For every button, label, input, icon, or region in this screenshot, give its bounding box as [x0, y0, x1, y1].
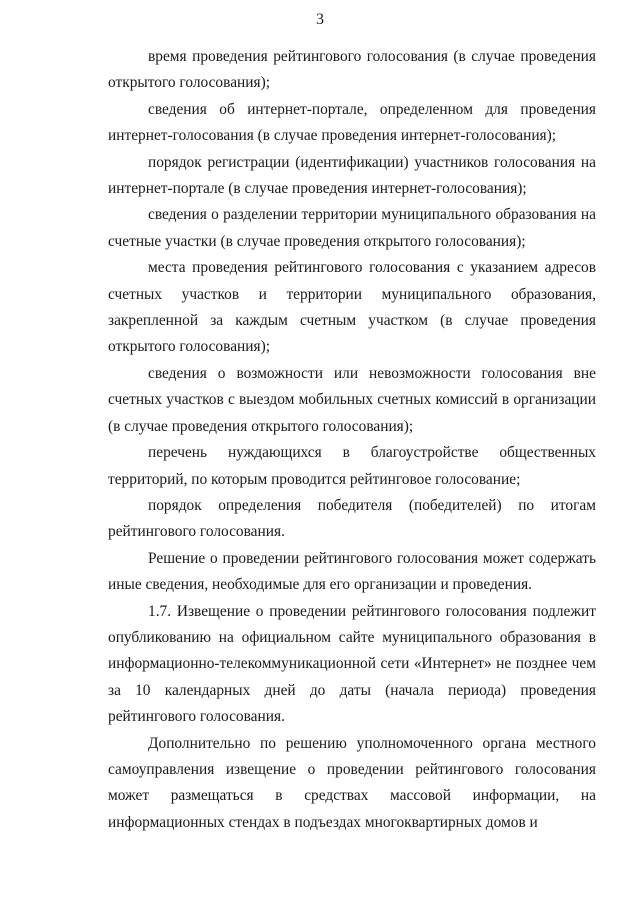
paragraph-winner-procedure: порядок определения победителя (победителей) по итогам рейтингового голосования.	[108, 496, 596, 541]
paragraph-section-1-7: 1.7. Извещение о проведении рейтингового голосования подлежит опубликованию на официальном сайте муниципального образования в информационно-телекоммуникационной сети «Интернет» не позднее чем за 10 календарных дней до даты (начала периода) проведения рейтингового голосования.	[108, 602, 596, 726]
document-body	[108, 44, 596, 836]
paragraph-territory-division: сведения о разделении территории муниципального образования на счетные участки (в случае проведения открытого голосования);	[108, 206, 596, 250]
paragraph-territories-list: перечень нуждающихся в благоустройстве общественных территорий, по которым проводится рейтинговое голосование;	[108, 444, 596, 488]
paragraph-voting-time: время проведения рейтингового голосования (в случае проведения открытого голосования);	[108, 48, 596, 92]
paragraph-registration-procedure: порядок регистрации (идентификации) участников голосования на интернет-портале (в случае проведения интернет-голосования);	[108, 153, 596, 198]
paragraph-decision-content: Решение о проведении рейтингового голосования может содержать иные сведения, необходимые для его организации и проведения.	[108, 549, 596, 594]
page-number: 3	[316, 11, 324, 28]
paragraph-internet-portal: сведения об интернет-портале, определенном для проведения интернет-голосования (в случае проведения интернет-голосования);	[108, 100, 596, 145]
paragraph-voting-locations: места проведения рейтингового голосования с указанием адресов счетных участков и территории муниципального образования, закрепленной за каждым счетным участком (в случае проведения открытого голосования);	[108, 259, 596, 356]
paragraph-mobile-voting: сведения о возможности или невозможности голосования вне счетных участков с выездом мобильных счетных комиссий в организации (в случае проведения открытого голосования);	[108, 364, 596, 435]
paragraph-additional-notice: Дополнительно по решению уполномоченного органа местного самоуправления извещение о проведении рейтингового голосования может размещаться в средствах массовой информации, на информационных стендах в подъездах многоквартирных домов и	[108, 734, 596, 831]
